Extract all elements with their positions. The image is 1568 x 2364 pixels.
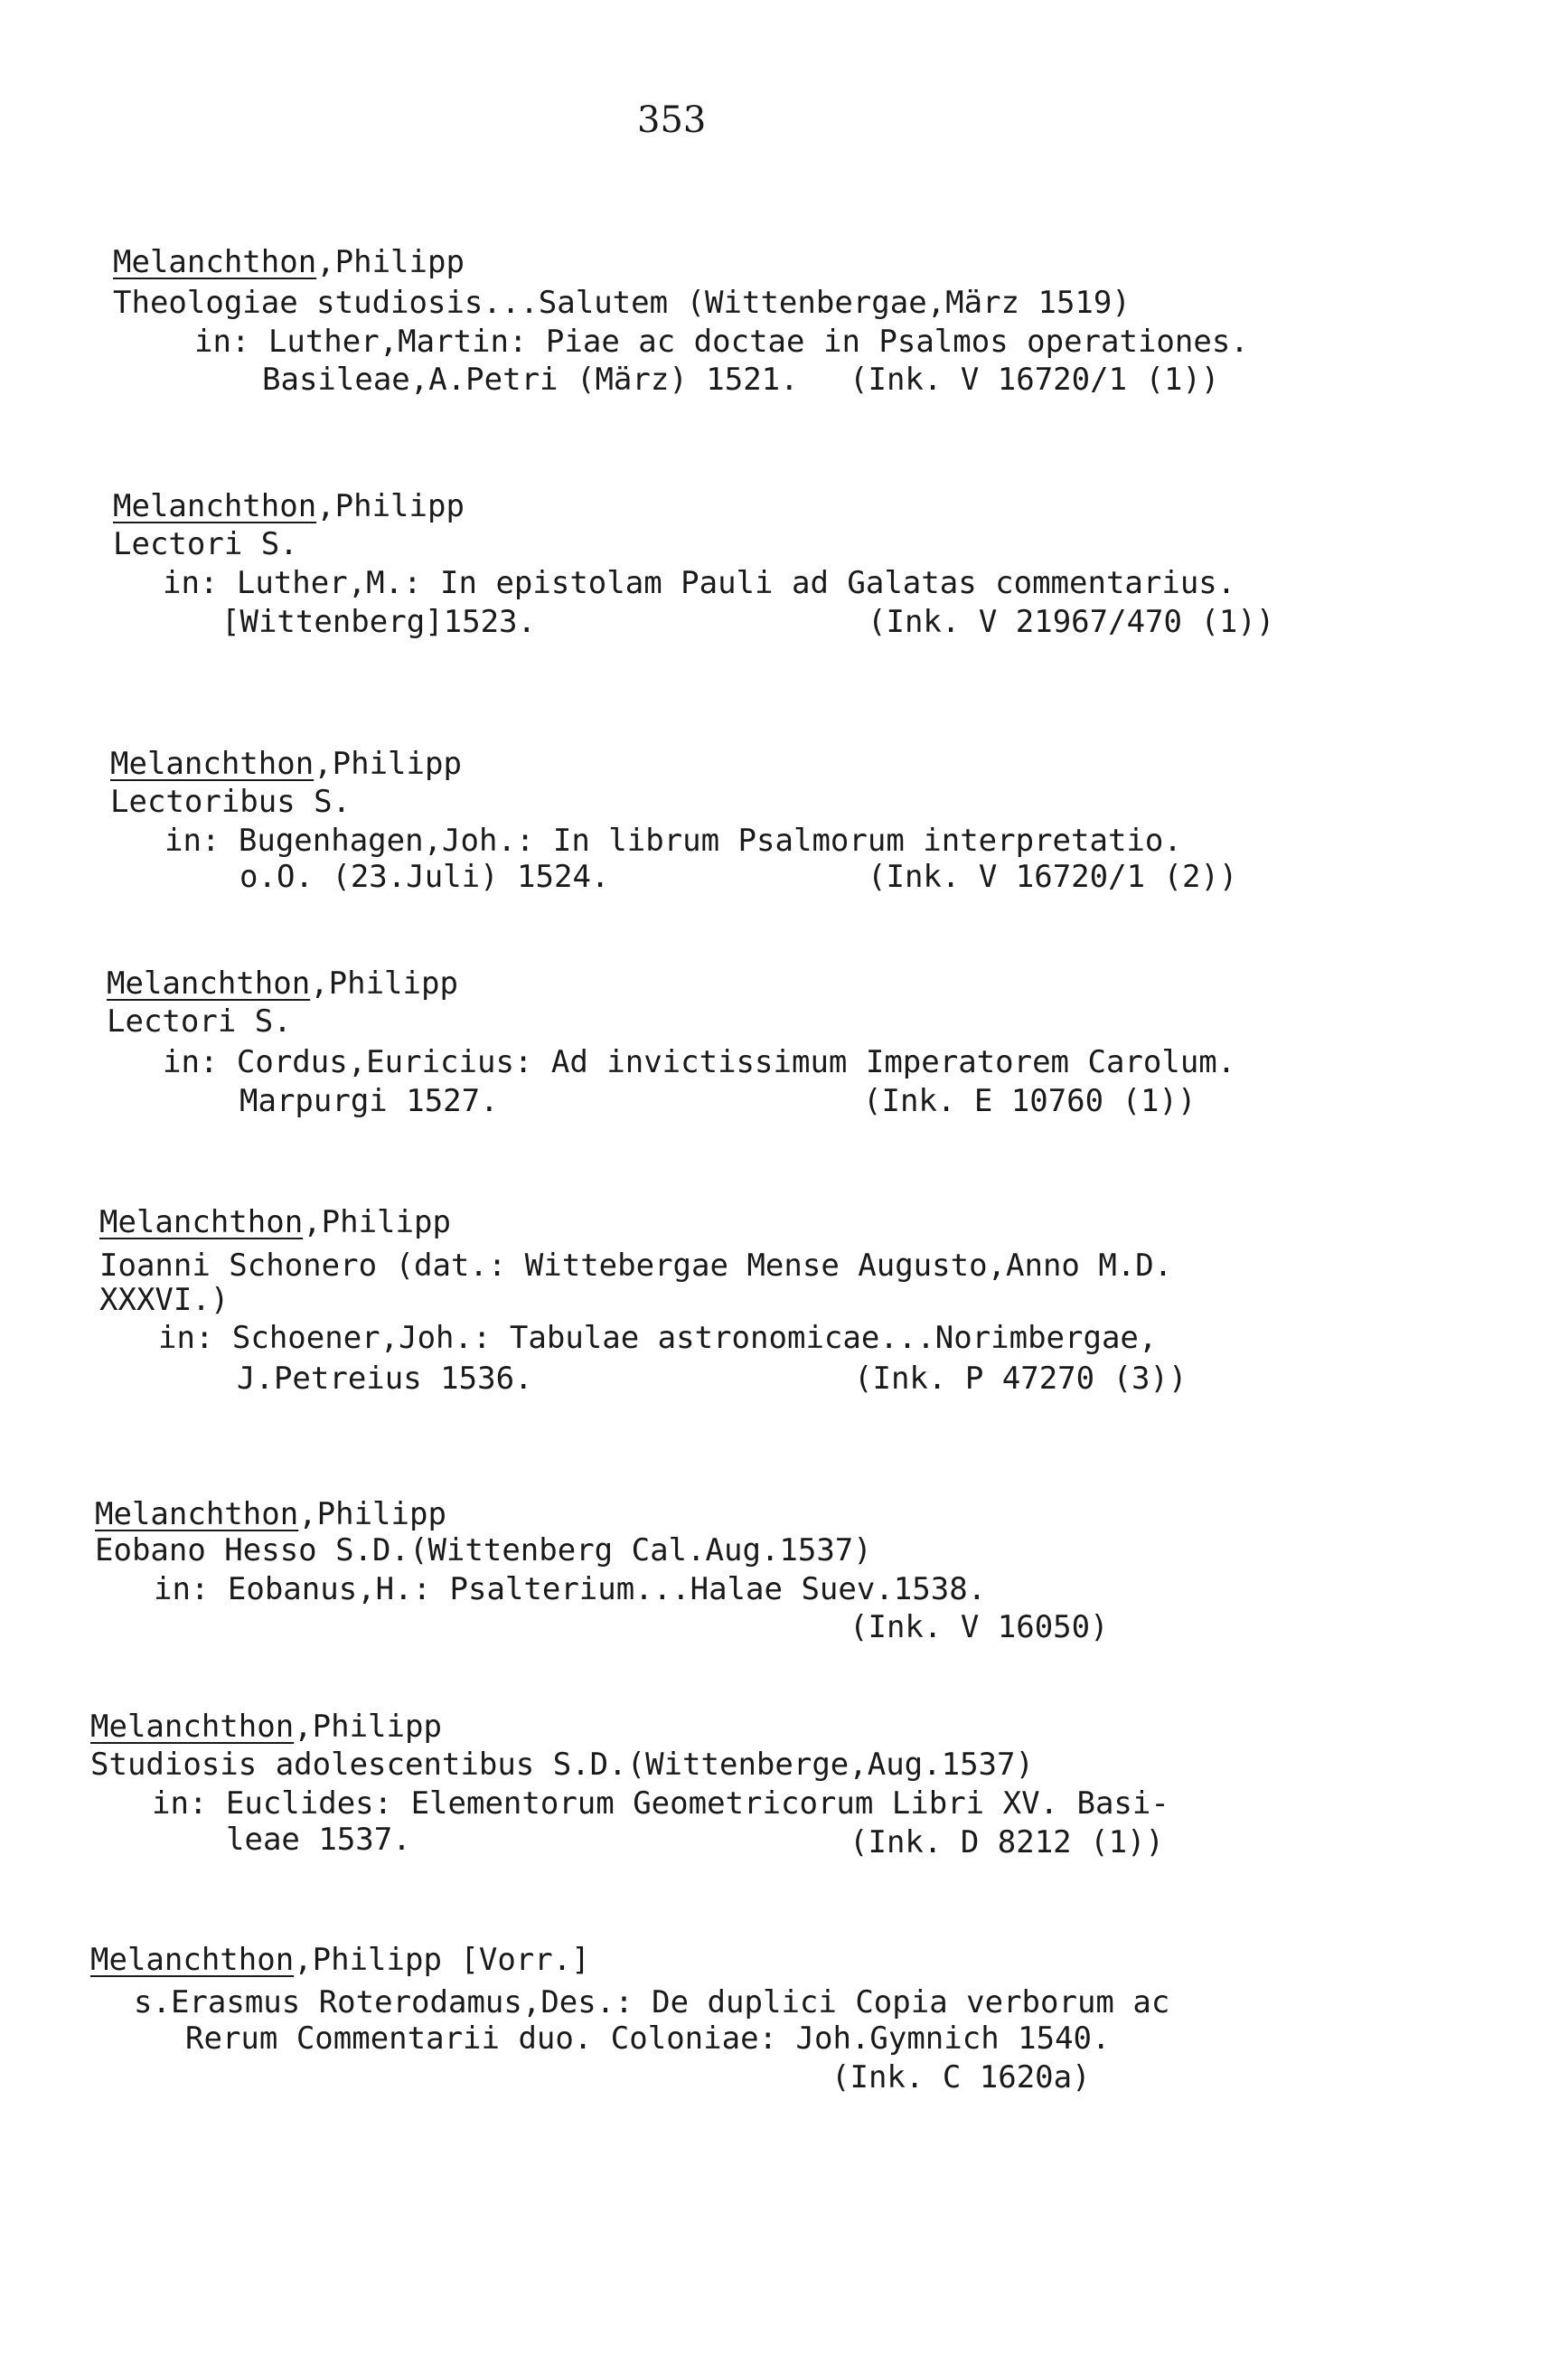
author-forename: ,Philipp [Vorr.] <box>294 1942 590 1978</box>
entry-line: Rerum Commentarii duo. Coloniae: Joh.Gymnich 1540. <box>185 2020 1111 2057</box>
shelfmark: (Ink. D 8212 (1)) <box>850 1824 1164 1860</box>
entry-heading <box>110 746 462 782</box>
shelfmark: (Ink. E 10760 (1)) <box>863 1083 1197 1119</box>
entry-line: in: Schoener,Joh.: Tabulae astronomicae...Norimbergae, <box>158 1320 1158 1356</box>
entry-heading <box>113 488 465 524</box>
entry-heading <box>99 1204 451 1240</box>
author-name: Melanchthon <box>107 965 311 1002</box>
author-name: Melanchthon <box>99 1204 304 1240</box>
author-forename: ,Philipp <box>298 1496 446 1532</box>
entry-line: in: Bugenhagen,Joh.: In librum Psalmorum interpretatio. <box>164 823 1182 859</box>
entry-line: Eobano Hesso S.D.(Wittenberg Cal.Aug.1537) <box>95 1532 872 1568</box>
entry-line: Marpurgi 1527. <box>239 1083 499 1119</box>
entry-line: XXXVI.) <box>99 1282 230 1318</box>
author-forename: ,Philipp <box>316 488 465 524</box>
author-name: Melanchthon <box>113 488 317 524</box>
author-forename: ,Philipp <box>294 1709 442 1745</box>
shelfmark: (Ink. V 16720/1 (1)) <box>850 362 1220 398</box>
entry-line: leae 1537. <box>226 1822 411 1858</box>
shelfmark: (Ink. V 21967/470 (1)) <box>868 604 1275 640</box>
entry-heading <box>90 1709 442 1745</box>
author-forename: ,Philipp <box>314 746 462 782</box>
shelfmark: (Ink. C 1620a) <box>831 2059 1091 2096</box>
entry-line: in: Luther,Martin: Piae ac doctae in Psalmos operationes. <box>194 324 1249 360</box>
entry-line: Studiosis adolescentibus S.D.(Wittenberge,Aug.1537) <box>90 1747 1034 1783</box>
author-name: Melanchthon <box>90 1942 295 1978</box>
entry-line: in: Cordus,Euricius: Ad invictissimum Imperatorem Carolum. <box>163 1044 1236 1080</box>
entry-line: Ioanni Schonero (dat.: Wittebergae Mense Augusto,Anno M.D. <box>99 1248 1173 1284</box>
author-name: Melanchthon <box>95 1496 299 1532</box>
shelfmark: (Ink. V 16050) <box>850 1609 1109 1645</box>
entry-line: Theologiae studiosis...Salutem (Wittenbergae,März 1519) <box>113 285 1131 321</box>
entry-line: in: Euclides: Elementorum Geometricorum Libri XV. Basi- <box>152 1785 1169 1822</box>
entry-line: [Wittenberg]1523. <box>221 604 536 640</box>
entry-line: Basileae,A.Petri (März) 1521. <box>262 362 799 398</box>
entry-line: Lectoribus S. <box>110 784 352 820</box>
author-name: Melanchthon <box>90 1709 295 1745</box>
entry-heading <box>107 965 458 1002</box>
shelfmark: (Ink. V 16720/1 (2)) <box>868 859 1238 895</box>
entry-line: Lectori S. <box>113 526 298 562</box>
author-forename: ,Philipp <box>310 965 458 1002</box>
entry-line: s.Erasmus Roterodamus,Des.: De duplici Copia verborum ac <box>134 1984 1170 2020</box>
entry-line: in: Eobanus,H.: Psalterium...Halae Suev.1538. <box>154 1571 987 1607</box>
entry-line: o.O. (23.Juli) 1524. <box>239 859 610 895</box>
page-number: 353 <box>637 99 707 141</box>
author-forename: ,Philipp <box>303 1204 451 1240</box>
author-forename: ,Philipp <box>316 244 465 280</box>
author-name: Melanchthon <box>110 746 315 782</box>
entry-heading <box>95 1496 446 1532</box>
entry-heading <box>90 1942 590 1978</box>
entry-heading <box>113 244 465 280</box>
entry-line: in: Luther,M.: In epistolam Pauli ad Galatas commentarius. <box>163 565 1236 601</box>
entry-line: Lectori S. <box>107 1003 292 1040</box>
author-name: Melanchthon <box>113 244 317 280</box>
entry-line: J.Petreius 1536. <box>237 1361 533 1397</box>
shelfmark: (Ink. P 47270 (3)) <box>854 1361 1188 1397</box>
